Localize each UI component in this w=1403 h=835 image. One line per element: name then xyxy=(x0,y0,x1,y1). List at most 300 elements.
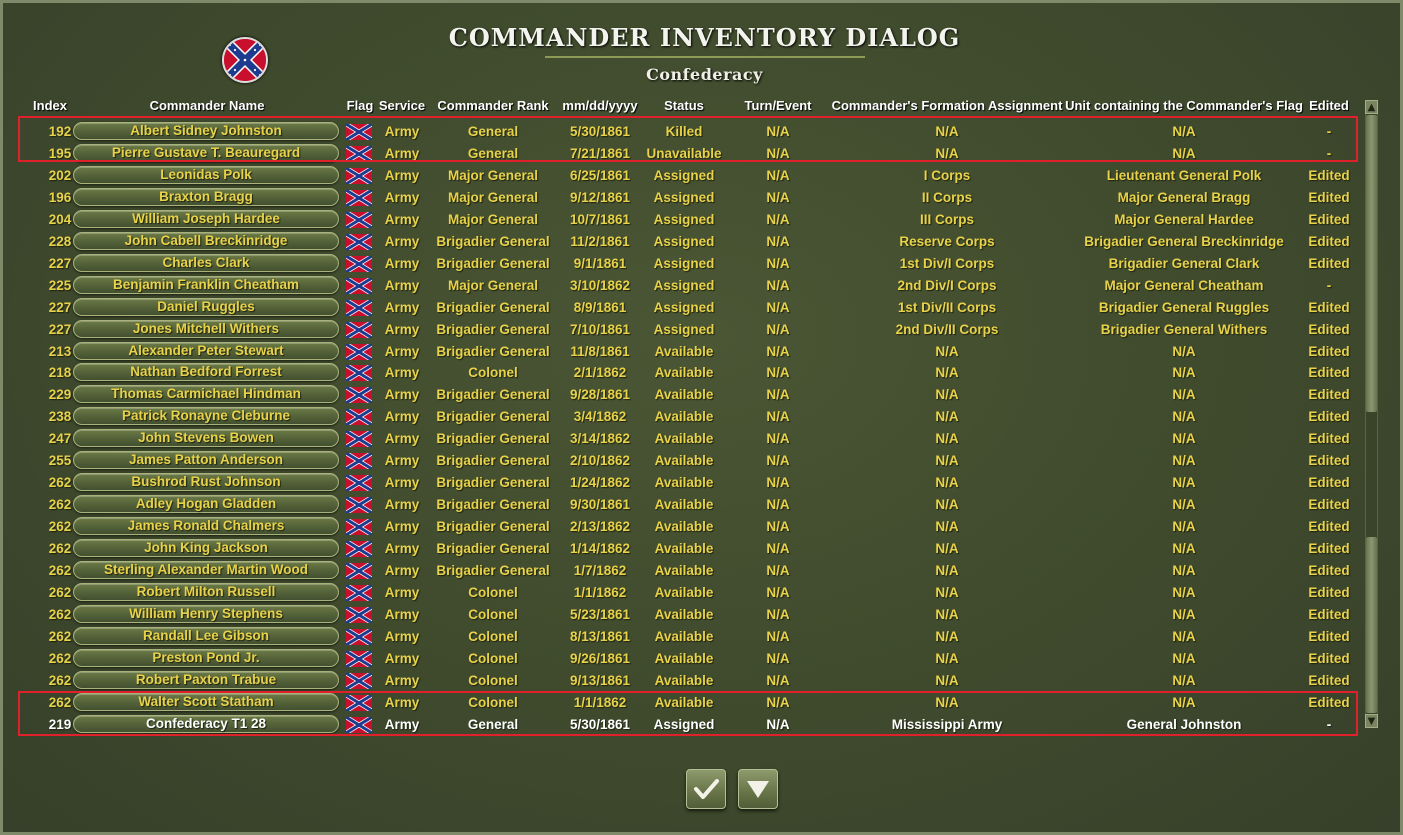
row-index: 262 xyxy=(48,563,72,578)
commander-name-button[interactable] xyxy=(73,495,339,513)
row-status: Assigned xyxy=(653,190,715,205)
table-row[interactable] xyxy=(3,253,1403,275)
row-date: 8/13/1861 xyxy=(569,629,631,644)
commander-name-button[interactable] xyxy=(73,517,339,535)
row-index: 227 xyxy=(48,322,72,337)
commander-name-label: Nathan Bedford Forrest xyxy=(130,364,282,379)
table-row[interactable] xyxy=(3,582,1403,604)
table-row[interactable] xyxy=(3,275,1403,297)
table-row[interactable] xyxy=(3,626,1403,648)
row-rank: Brigadier General xyxy=(436,475,550,490)
row-turn-event: N/A xyxy=(766,278,790,293)
commander-name-button[interactable] xyxy=(73,298,339,316)
row-status: Available xyxy=(654,497,714,512)
commander-name-button[interactable] xyxy=(73,671,339,689)
row-formation: N/A xyxy=(935,695,959,710)
commander-name-button[interactable] xyxy=(73,342,339,360)
table-row[interactable] xyxy=(3,604,1403,626)
row-rank: Colonel xyxy=(468,585,518,600)
row-unit: N/A xyxy=(1172,453,1196,468)
down-button[interactable] xyxy=(738,769,778,809)
row-rank: Brigadier General xyxy=(436,453,550,468)
confederate-flag-icon xyxy=(346,190,372,206)
commander-name-button[interactable] xyxy=(73,276,339,294)
header-service: Service xyxy=(378,98,426,113)
row-date: 9/1/1861 xyxy=(573,256,627,271)
scrollbar-thumb[interactable] xyxy=(1366,115,1377,412)
row-rank: Brigadier General xyxy=(436,234,550,249)
confederate-flag-icon xyxy=(346,278,372,294)
row-rank: Brigadier General xyxy=(436,519,550,534)
row-date: 11/2/1861 xyxy=(570,234,630,249)
row-index: 262 xyxy=(48,541,72,556)
row-unit: N/A xyxy=(1172,387,1196,402)
commander-name-label: James Patton Anderson xyxy=(128,452,284,467)
row-status: Available xyxy=(654,563,714,578)
row-rank: General xyxy=(467,124,519,139)
row-edited: Edited xyxy=(1308,673,1350,688)
commander-name-label: Robert Milton Russell xyxy=(136,584,276,599)
commander-name-label: Adley Hogan Gladden xyxy=(135,496,277,511)
row-service: Army xyxy=(384,124,420,139)
confederate-flag-icon xyxy=(346,234,372,250)
row-status: Available xyxy=(654,409,714,424)
row-status: Available xyxy=(654,585,714,600)
row-rank: General xyxy=(467,146,519,161)
table-row[interactable] xyxy=(3,538,1403,560)
row-formation: N/A xyxy=(935,124,959,139)
row-status: Available xyxy=(654,673,714,688)
row-rank: Colonel xyxy=(468,607,518,622)
row-turn-event: N/A xyxy=(766,409,790,424)
row-rank: Colonel xyxy=(468,695,518,710)
row-service: Army xyxy=(384,497,420,512)
commander-name-label: James Ronald Chalmers xyxy=(127,518,285,533)
row-date: 3/4/1862 xyxy=(573,409,627,424)
scrollbar-lower-segment[interactable] xyxy=(1366,537,1377,713)
row-status: Killed xyxy=(665,124,703,139)
row-formation: N/A xyxy=(935,651,959,666)
row-formation: N/A xyxy=(935,387,959,402)
confederate-flag-icon xyxy=(346,431,372,447)
row-unit: N/A xyxy=(1172,475,1196,490)
confederate-flag-icon xyxy=(346,344,372,360)
confederate-flag-icon xyxy=(346,541,372,557)
table-row[interactable] xyxy=(3,516,1403,538)
row-service: Army xyxy=(384,563,420,578)
row-edited: Edited xyxy=(1308,629,1350,644)
row-service: Army xyxy=(384,629,420,644)
commander-name-label: Jones Mitchell Withers xyxy=(132,321,280,336)
table-row[interactable] xyxy=(3,187,1403,209)
row-rank: Major General xyxy=(447,168,539,183)
row-edited: Edited xyxy=(1308,256,1350,271)
scroll-up-icon[interactable]: ▲ xyxy=(1365,100,1378,114)
row-status: Available xyxy=(654,387,714,402)
row-rank: Brigadier General xyxy=(436,409,550,424)
table-row[interactable] xyxy=(3,472,1403,494)
row-date: 9/12/1861 xyxy=(569,190,631,205)
row-date: 1/7/1862 xyxy=(573,563,627,578)
row-turn-event: N/A xyxy=(766,146,790,161)
row-service: Army xyxy=(384,344,420,359)
commander-name-label: Benjamin Franklin Cheatham xyxy=(112,277,300,292)
commander-name-button[interactable] xyxy=(73,407,339,425)
commander-name-button[interactable] xyxy=(73,649,339,667)
row-unit: Brigadier General Ruggles xyxy=(1098,300,1270,315)
commander-name-label: Sterling Alexander Martin Wood xyxy=(103,562,309,577)
confederate-flag-icon xyxy=(346,475,372,491)
table-row[interactable] xyxy=(3,428,1403,450)
row-date: 1/1/1862 xyxy=(573,695,627,710)
row-date: 10/7/1861 xyxy=(569,212,631,227)
row-formation: N/A xyxy=(935,519,959,534)
row-rank: Major General xyxy=(447,190,539,205)
commander-name-button[interactable] xyxy=(73,210,339,228)
confederate-flag-icon xyxy=(346,387,372,403)
row-edited: - xyxy=(1326,146,1332,161)
row-unit: N/A xyxy=(1172,124,1196,139)
row-edited: Edited xyxy=(1308,322,1350,337)
row-service: Army xyxy=(384,431,420,446)
row-index: 202 xyxy=(48,168,72,183)
row-date: 1/1/1862 xyxy=(573,585,627,600)
row-rank: Brigadier General xyxy=(436,387,550,402)
row-index: 204 xyxy=(48,212,72,227)
row-unit: N/A xyxy=(1172,585,1196,600)
highlight-box-bottom xyxy=(18,691,1358,736)
row-edited: Edited xyxy=(1308,519,1350,534)
row-date: 9/26/1861 xyxy=(569,651,631,666)
commander-name-label: Charles Clark xyxy=(162,255,250,270)
row-status: Assigned xyxy=(653,278,715,293)
row-date: 2/1/1862 xyxy=(573,365,627,380)
row-index: 218 xyxy=(48,365,72,380)
commander-name-button[interactable] xyxy=(73,583,339,601)
row-unit: N/A xyxy=(1172,651,1196,666)
row-rank: Brigadier General xyxy=(436,322,550,337)
row-service: Army xyxy=(384,475,420,490)
row-turn-event: N/A xyxy=(766,431,790,446)
commander-name-label: William Henry Stephens xyxy=(129,606,283,621)
commander-name-button[interactable] xyxy=(73,429,339,447)
row-rank: Colonel xyxy=(468,651,518,666)
row-service: Army xyxy=(384,256,420,271)
row-index: 229 xyxy=(48,387,72,402)
confederate-flag-icon xyxy=(346,673,372,689)
row-edited: Edited xyxy=(1308,212,1350,227)
row-unit: N/A xyxy=(1172,629,1196,644)
table-row[interactable] xyxy=(3,450,1403,472)
row-unit: Major General Cheatham xyxy=(1104,278,1264,293)
row-turn-event: N/A xyxy=(766,365,790,380)
highlight-box-top xyxy=(18,116,1358,162)
row-formation: II Corps xyxy=(921,190,973,205)
row-status: Available xyxy=(654,629,714,644)
row-formation: N/A xyxy=(935,541,959,556)
row-turn-event: N/A xyxy=(766,673,790,688)
table-row[interactable] xyxy=(3,209,1403,231)
row-index: 262 xyxy=(48,497,72,512)
commander-name-label: Preston Pond Jr. xyxy=(152,650,260,665)
row-index: 195 xyxy=(48,146,72,161)
row-date: 9/30/1861 xyxy=(569,497,631,512)
row-date: 9/28/1861 xyxy=(569,387,631,402)
commander-name-button[interactable] xyxy=(73,539,339,557)
row-formation: N/A xyxy=(935,629,959,644)
row-index: 227 xyxy=(48,300,72,315)
table-row[interactable] xyxy=(3,648,1403,670)
row-formation: N/A xyxy=(935,563,959,578)
row-rank: Brigadier General xyxy=(436,431,550,446)
row-service: Army xyxy=(384,300,420,315)
commander-name-button[interactable] xyxy=(73,605,339,623)
row-status: Unavailable xyxy=(646,146,722,161)
header-edited: Edited xyxy=(1309,98,1349,113)
row-date: 7/21/1861 xyxy=(569,146,631,161)
row-date: 11/8/1861 xyxy=(570,344,630,359)
confederate-flag-icon xyxy=(346,651,372,667)
commander-name-button[interactable] xyxy=(73,363,339,381)
row-formation: 2nd Div/II Corps xyxy=(895,322,999,337)
table-row[interactable] xyxy=(3,670,1403,692)
row-index: 247 xyxy=(48,431,72,446)
row-date: 1/14/1862 xyxy=(569,541,631,556)
commander-name-button[interactable] xyxy=(73,232,339,250)
row-date: 5/30/1861 xyxy=(569,717,631,732)
row-index: 227 xyxy=(48,256,72,271)
row-turn-event: N/A xyxy=(766,519,790,534)
row-unit: N/A xyxy=(1172,344,1196,359)
row-rank: Major General xyxy=(447,212,539,227)
table-row[interactable] xyxy=(3,319,1403,341)
row-turn-event: N/A xyxy=(766,607,790,622)
row-formation: N/A xyxy=(935,585,959,600)
row-turn-event: N/A xyxy=(766,475,790,490)
row-edited: Edited xyxy=(1308,475,1350,490)
row-rank: General xyxy=(467,717,519,732)
confederate-flag-icon xyxy=(346,212,372,228)
table-row[interactable] xyxy=(3,165,1403,187)
row-turn-event: N/A xyxy=(766,190,790,205)
row-service: Army xyxy=(384,322,420,337)
confederate-flag-icon xyxy=(346,497,372,513)
row-formation: N/A xyxy=(935,146,959,161)
commander-name-label: Albert Sidney Johnston xyxy=(130,123,282,138)
header-turn-event: Turn/Event xyxy=(744,98,812,113)
row-status: Available xyxy=(654,431,714,446)
row-turn-event: N/A xyxy=(766,497,790,512)
table-row[interactable] xyxy=(3,362,1403,384)
row-rank: Colonel xyxy=(468,365,518,380)
commander-name-button[interactable] xyxy=(73,385,339,403)
row-service: Army xyxy=(384,519,420,534)
row-date: 3/14/1862 xyxy=(569,431,631,446)
row-rank: Brigadier General xyxy=(436,541,550,556)
row-service: Army xyxy=(384,168,420,183)
row-index: 262 xyxy=(48,629,72,644)
row-formation: N/A xyxy=(935,344,959,359)
row-index: 196 xyxy=(48,190,72,205)
row-status: Assigned xyxy=(653,256,715,271)
row-unit: N/A xyxy=(1172,673,1196,688)
row-service: Army xyxy=(384,453,420,468)
row-rank: Brigadier General xyxy=(436,256,550,271)
row-status: Assigned xyxy=(653,300,715,315)
row-turn-event: N/A xyxy=(766,124,790,139)
row-status: Assigned xyxy=(653,322,715,337)
row-index: 213 xyxy=(48,344,72,359)
row-unit: N/A xyxy=(1172,431,1196,446)
row-turn-event: N/A xyxy=(766,234,790,249)
row-edited: - xyxy=(1326,124,1332,139)
commander-name-button[interactable] xyxy=(73,320,339,338)
row-edited: Edited xyxy=(1308,585,1350,600)
commander-name-button[interactable] xyxy=(73,166,339,184)
table-row[interactable] xyxy=(3,494,1403,516)
commander-name-button[interactable] xyxy=(73,627,339,645)
row-index: 238 xyxy=(48,409,72,424)
header-flag: Flag xyxy=(346,98,374,113)
row-turn-event: N/A xyxy=(766,695,790,710)
commander-name-label: Daniel Ruggles xyxy=(157,299,255,314)
confederate-flag-icon xyxy=(346,322,372,338)
row-turn-event: N/A xyxy=(766,651,790,666)
row-formation: N/A xyxy=(935,475,959,490)
row-status: Available xyxy=(654,344,714,359)
row-edited: Edited xyxy=(1308,168,1350,183)
confirm-button[interactable] xyxy=(686,769,726,809)
row-service: Army xyxy=(384,190,420,205)
row-edited: Edited xyxy=(1308,300,1350,315)
row-date: 2/10/1862 xyxy=(569,453,631,468)
row-status: Available xyxy=(654,541,714,556)
commander-name-button[interactable] xyxy=(73,188,339,206)
table-row[interactable] xyxy=(3,231,1403,253)
row-unit: General Johnston xyxy=(1126,717,1242,732)
confederate-flag-icon xyxy=(346,607,372,623)
commander-name-label: Alexander Peter Stewart xyxy=(128,343,284,358)
row-edited: Edited xyxy=(1308,695,1350,710)
table-row[interactable] xyxy=(3,560,1403,582)
row-formation: Reserve Corps xyxy=(899,234,995,249)
row-edited: Edited xyxy=(1308,453,1350,468)
header-unit: Unit containing the Commander's Flag xyxy=(1065,98,1303,113)
commander-name-button[interactable] xyxy=(73,561,339,579)
row-formation: 2nd Div/I Corps xyxy=(897,278,997,293)
row-service: Army xyxy=(384,607,420,622)
row-edited: - xyxy=(1326,278,1332,293)
row-date: 3/10/1862 xyxy=(569,278,631,293)
row-unit: N/A xyxy=(1172,607,1196,622)
table-row[interactable] xyxy=(3,341,1403,363)
row-index: 262 xyxy=(48,673,72,688)
row-date: 5/23/1861 xyxy=(569,607,631,622)
row-formation: N/A xyxy=(935,497,959,512)
row-rank: Colonel xyxy=(468,629,518,644)
row-index: 262 xyxy=(48,475,72,490)
row-service: Army xyxy=(384,651,420,666)
table-row[interactable] xyxy=(3,406,1403,428)
row-status: Assigned xyxy=(653,234,715,249)
row-index: 192 xyxy=(48,124,72,139)
table-row[interactable] xyxy=(3,297,1403,319)
row-turn-event: N/A xyxy=(766,212,790,227)
row-date: 5/30/1861 xyxy=(569,124,631,139)
commander-name-label: John Stevens Bowen xyxy=(138,430,274,445)
row-edited: Edited xyxy=(1308,541,1350,556)
row-service: Army xyxy=(384,387,420,402)
table-row[interactable] xyxy=(3,384,1403,406)
row-status: Available xyxy=(654,651,714,666)
commander-name-label: Pierre Gustave T. Beauregard xyxy=(111,145,301,160)
commander-name-label: Thomas Carmichael Hindman xyxy=(111,386,301,401)
row-status: Assigned xyxy=(653,717,715,732)
row-edited: Edited xyxy=(1308,365,1350,380)
row-service: Army xyxy=(384,409,420,424)
scroll-down-icon[interactable]: ▼ xyxy=(1365,714,1378,728)
row-index: 262 xyxy=(48,519,72,534)
row-turn-event: N/A xyxy=(766,387,790,402)
row-unit: Major General Hardee xyxy=(1114,212,1254,227)
commander-name-label: Braxton Bragg xyxy=(159,189,253,204)
header-formation: Commander's Formation Assignment xyxy=(831,98,1063,113)
row-index: 255 xyxy=(48,453,72,468)
row-formation: I Corps xyxy=(923,168,971,183)
confederate-flag-icon xyxy=(346,585,372,601)
header-date: mm/dd/yyyy xyxy=(562,98,638,113)
row-edited: Edited xyxy=(1308,344,1350,359)
row-service: Army xyxy=(384,234,420,249)
row-edited: - xyxy=(1326,717,1332,732)
row-formation: N/A xyxy=(935,409,959,424)
commander-name-label: Patrick Ronayne Cleburne xyxy=(121,408,291,423)
commander-name-label: Randall Lee Gibson xyxy=(142,628,270,643)
row-status: Available xyxy=(654,453,714,468)
confederate-flag-icon xyxy=(346,168,372,184)
row-formation: Mississippi Army xyxy=(891,717,1003,732)
dialog-subtitle: Confederacy xyxy=(646,65,763,84)
commander-name-button[interactable] xyxy=(73,451,339,469)
row-status: Available xyxy=(654,365,714,380)
commander-name-label: Robert Paxton Trabue xyxy=(135,672,277,687)
row-turn-event: N/A xyxy=(766,322,790,337)
row-edited: Edited xyxy=(1308,190,1350,205)
row-date: 6/25/1861 xyxy=(569,168,631,183)
row-turn-event: N/A xyxy=(766,168,790,183)
row-unit: N/A xyxy=(1172,409,1196,424)
row-unit: N/A xyxy=(1172,519,1196,534)
commander-name-label: Confederacy T1 28 xyxy=(145,716,267,731)
row-formation: N/A xyxy=(935,673,959,688)
row-index: 262 xyxy=(48,585,72,600)
row-rank: Major General xyxy=(447,278,539,293)
commander-name-button[interactable] xyxy=(73,254,339,272)
confederate-flag-icon xyxy=(346,256,372,272)
row-edited: Edited xyxy=(1308,234,1350,249)
row-formation: 1st Div/I Corps xyxy=(899,256,995,271)
confederate-flag-icon xyxy=(346,300,372,316)
row-formation: N/A xyxy=(935,453,959,468)
row-status: Assigned xyxy=(653,212,715,227)
row-turn-event: N/A xyxy=(766,585,790,600)
header-index: Index xyxy=(33,98,67,113)
row-service: Army xyxy=(384,673,420,688)
row-unit: N/A xyxy=(1172,365,1196,380)
confederate-flag-icon xyxy=(346,519,372,535)
confederate-flag-icon xyxy=(346,365,372,381)
commander-name-button[interactable] xyxy=(73,473,339,491)
